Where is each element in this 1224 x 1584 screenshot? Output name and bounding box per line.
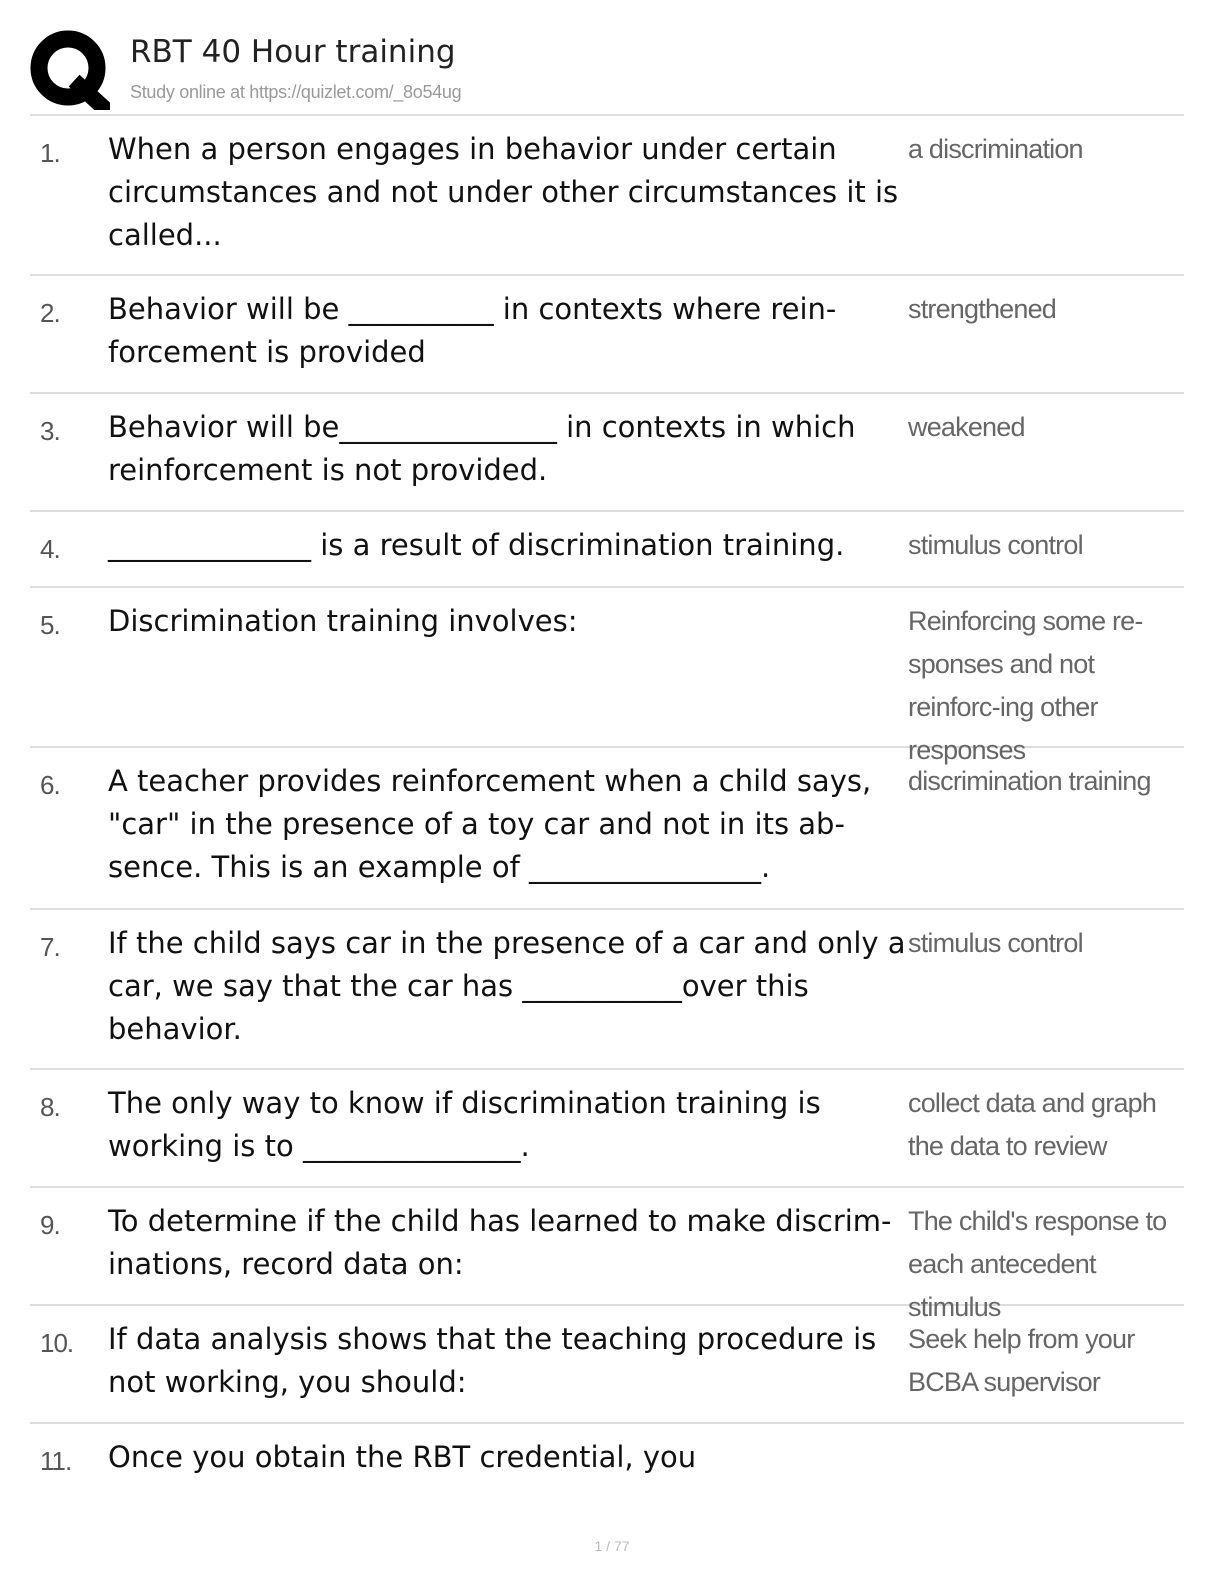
card-number: 11. bbox=[40, 1446, 72, 1476]
card-number: 3. bbox=[40, 416, 60, 446]
card-term: If the child says car in the presence of a car and only a car, we say that the car has ___________over this behavior. bbox=[108, 926, 906, 1046]
card-definition: The child's response to each antecedent stimulus bbox=[908, 1206, 1167, 1322]
card-number: 9. bbox=[40, 1210, 60, 1240]
card-definition: stimulus control bbox=[908, 530, 1083, 560]
card-definition: a discrimination bbox=[908, 134, 1083, 164]
set-title: RBT 40 Hour training bbox=[130, 34, 456, 70]
card-term: If data analysis shows that the teaching procedure is not working, you should: bbox=[108, 1322, 877, 1399]
flashcard-row bbox=[30, 116, 1184, 276]
card-definition: Seek help from your BCBA supervisor bbox=[908, 1324, 1135, 1397]
card-term: The only way to know if discrimination training is working is to _______________. bbox=[108, 1086, 821, 1163]
card-term: A teacher provides reinforcement when a child says, "car" in the presence of a toy car and not in its ab-sence. This is an example of ________________. bbox=[108, 764, 872, 884]
card-term: Once you obtain the RBT credential, you bbox=[108, 1440, 697, 1474]
card-number: 8. bbox=[40, 1092, 60, 1122]
card-number: 10. bbox=[40, 1328, 74, 1358]
page-number: 1 / 77 bbox=[594, 1538, 630, 1554]
card-definition: strengthened bbox=[908, 294, 1057, 324]
quizlet-q-logo-icon bbox=[30, 30, 110, 110]
card-number: 1. bbox=[40, 138, 60, 168]
card-term: Behavior will be_______________ in contexts in which reinforcement is not provided. bbox=[108, 410, 856, 487]
flashcard-row bbox=[30, 1424, 1184, 1504]
flashcard-row bbox=[30, 1188, 1184, 1322]
flashcard-row bbox=[30, 748, 1184, 910]
card-term: To determine if the child has learned to make discrim-inations, record data on: bbox=[108, 1204, 892, 1281]
card-number: 4. bbox=[40, 534, 60, 564]
flashcard-row bbox=[30, 910, 1184, 1070]
card-definition: weakened bbox=[908, 412, 1025, 442]
card-number: 7. bbox=[40, 932, 60, 962]
flashcard-row bbox=[30, 1070, 1184, 1188]
flashcard-row bbox=[30, 1306, 1184, 1424]
card-number: 6. bbox=[40, 770, 60, 800]
flashcard-list bbox=[30, 116, 1184, 1504]
card-term: When a person engages in behavior under certain circumstances and not under other circumstances it is called... bbox=[108, 132, 899, 252]
flashcard-row bbox=[30, 588, 1184, 765]
card-term: ______________ is a result of discrimination training. bbox=[108, 528, 845, 562]
card-definition: Reinforcing some re-sponses and not reinforc-ing other responses bbox=[908, 606, 1143, 765]
card-definition: stimulus control bbox=[908, 928, 1083, 958]
card-definition: collect data and graph the data to review bbox=[908, 1088, 1157, 1161]
card-term: Behavior will be __________ in contexts where rein-forcement is provided bbox=[108, 292, 837, 369]
flashcard-row bbox=[30, 512, 1184, 588]
flashcard-row bbox=[30, 276, 1184, 394]
page-header bbox=[30, 30, 1184, 114]
card-definition bbox=[908, 1424, 1184, 1504]
study-online-link[interactable]: Study online at https://quizlet.com/_8o54ug bbox=[130, 82, 462, 102]
card-number: 5. bbox=[40, 610, 60, 640]
card-number: 2. bbox=[40, 298, 60, 328]
card-definition: discrimination training bbox=[908, 766, 1151, 796]
card-term: Discrimination training involves: bbox=[108, 604, 578, 638]
flashcard-row bbox=[30, 394, 1184, 512]
